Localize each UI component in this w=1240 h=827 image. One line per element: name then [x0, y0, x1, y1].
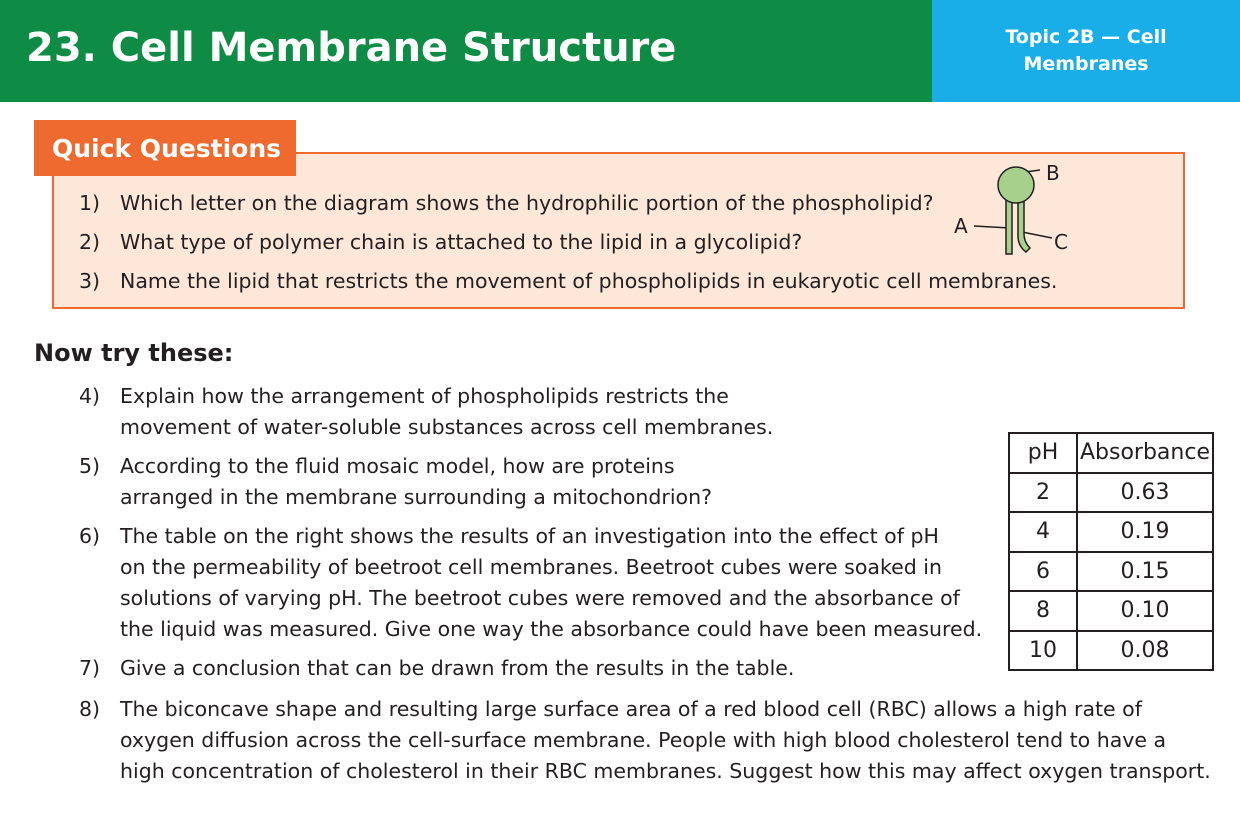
question-text: What type of polymer chain is attached to the lipid in a glycolipid? [120, 230, 803, 254]
question-line: solutions of varying pH. The beetroot cubes were removed and the absorbance of [120, 586, 960, 610]
quick-questions-tab [34, 120, 296, 176]
now-try-heading: Now try these: [34, 339, 234, 367]
question-line: The biconcave shape and resulting large surface area of a red blood cell (RBC) allows a high rate of [120, 697, 1142, 721]
tail-right [1018, 200, 1030, 252]
cell-ph: 4 [1009, 512, 1077, 552]
header-ph: pH [1009, 433, 1077, 473]
cell-absorbance: 0.15 [1077, 552, 1213, 592]
question-number: 4) [78, 384, 100, 408]
cell-absorbance: 0.63 [1077, 473, 1213, 513]
question-text: Name the lipid that restricts the movement of phospholipids in eukaryotic cell membranes. [120, 269, 1058, 293]
question-line: oxygen diffusion across the cell-surface membrane. People with high blood cholesterol tend to have a [120, 728, 1167, 752]
label-a-pointer [974, 226, 1010, 228]
header-bar [0, 0, 932, 102]
cell-ph: 8 [1009, 591, 1077, 631]
label-c-pointer [1022, 232, 1052, 238]
question-line: Give a conclusion that can be drawn from the results in the table. [120, 656, 795, 680]
ph-absorbance-table [1008, 432, 1214, 671]
table-row [1009, 631, 1213, 671]
question-number: 1) [78, 191, 100, 215]
header-absorbance: Absorbance [1077, 433, 1213, 473]
cell-absorbance: 0.10 [1077, 591, 1213, 631]
topic-box [932, 0, 1240, 102]
quick-questions-title: Quick Questions [52, 133, 282, 163]
question-line: on the permeability of beetroot cell membranes. Beetroot cubes were soaked in [120, 555, 942, 579]
cell-absorbance: 0.08 [1077, 631, 1213, 671]
question-text: Which letter on the diagram shows the hydrophilic portion of the phospholipid? [120, 191, 934, 215]
table-row [1009, 552, 1213, 592]
phospholipid-diagram [948, 156, 1068, 266]
cell-ph: 6 [1009, 552, 1077, 592]
question-line: Explain how the arrangement of phospholipids restricts the [120, 384, 729, 408]
table-row [1009, 512, 1213, 552]
label-a: A [954, 214, 968, 238]
label-c: C [1054, 230, 1068, 254]
question-line: movement of water-soluble substances across cell membranes. [120, 415, 774, 439]
cell-ph: 10 [1009, 631, 1077, 671]
table-row [1009, 473, 1213, 513]
question-number: 5) [78, 454, 100, 478]
cell-ph: 2 [1009, 473, 1077, 513]
table-row [1009, 591, 1213, 631]
label-b: B [1046, 161, 1060, 185]
question-number: 6) [78, 524, 100, 548]
table-header-row [1009, 433, 1213, 473]
cell-absorbance: 0.19 [1077, 512, 1213, 552]
tail-left [1006, 200, 1012, 254]
question-line: high concentration of cholesterol in their RBC membranes. Suggest how this may affect oxygen transport. [120, 759, 1211, 783]
page-title: 23. Cell Membrane Structure [26, 25, 677, 71]
question-line: The table on the right shows the results of an investigation into the effect of pH [120, 524, 939, 548]
question-line: the liquid was measured. Give one way the absorbance could have been measured. [120, 617, 983, 641]
question-number: 8) [78, 697, 100, 721]
question-number: 7) [78, 656, 100, 680]
question-number: 3) [78, 269, 100, 293]
question-number: 2) [78, 230, 100, 254]
question-line: arranged in the membrane surrounding a mitochondrion? [120, 485, 712, 509]
topic-label: Topic 2B — Cell Membranes [1005, 26, 1167, 75]
phospholipid-head [998, 167, 1034, 203]
question-line: According to the fluid mosaic model, how are proteins [120, 454, 675, 478]
